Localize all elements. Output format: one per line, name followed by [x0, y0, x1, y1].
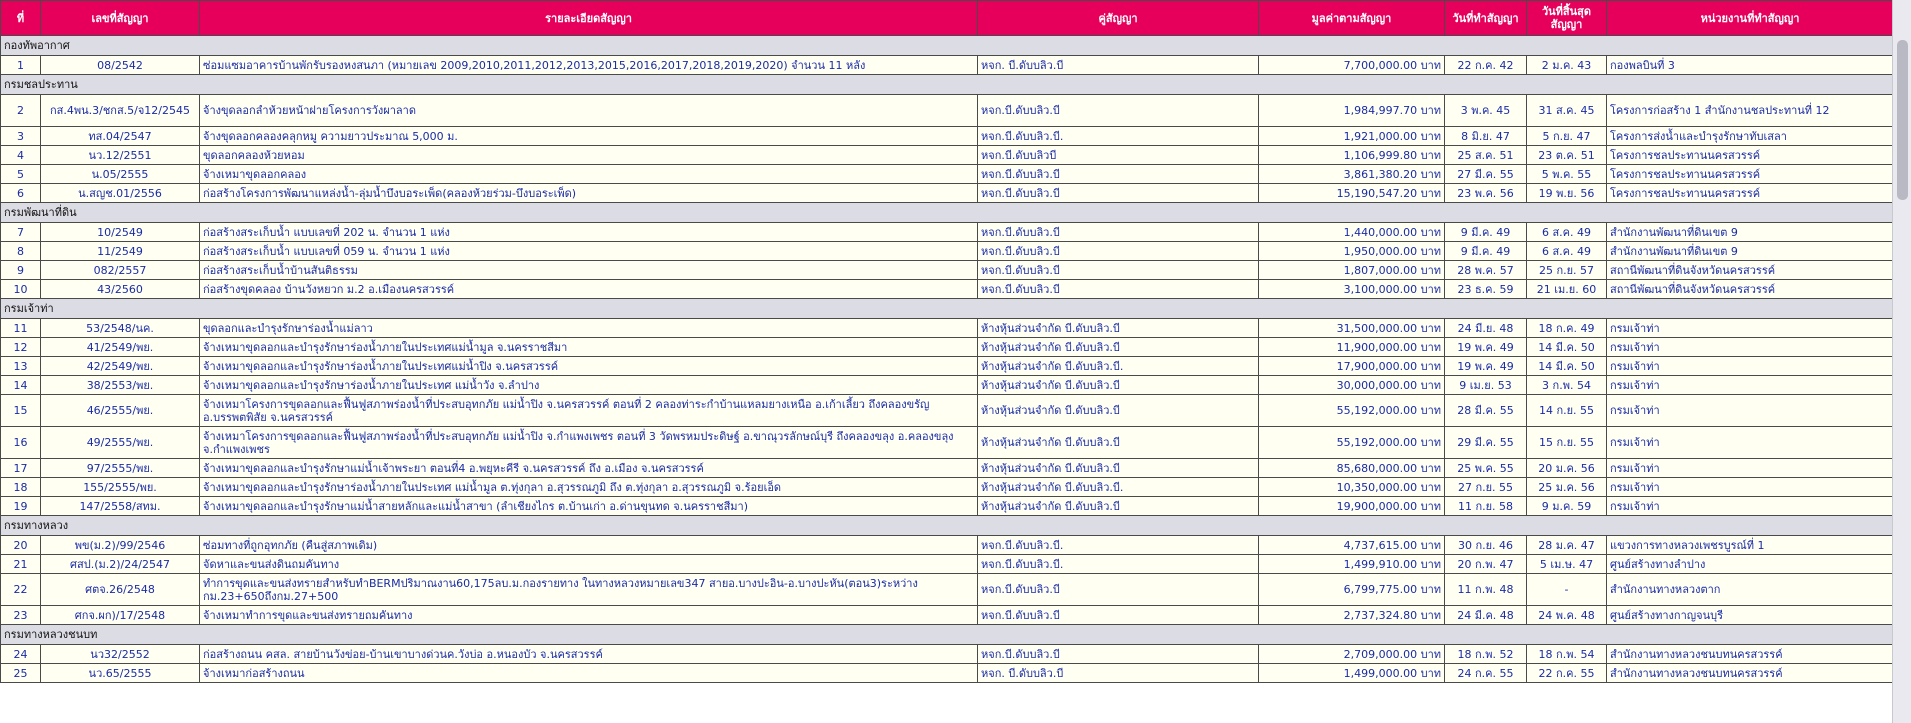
- cell-end-date: 3 ก.พ. 54: [1527, 376, 1607, 395]
- cell-agency: ศูนย์สร้างทางลำปาง: [1607, 555, 1894, 574]
- cell-contract-value: 1,950,000.00 บาท: [1259, 242, 1445, 261]
- table-row: [1, 664, 1894, 683]
- cell-row-number: 25: [1, 664, 41, 683]
- section-row: [1, 203, 1894, 223]
- cell-contractor: หจก.บี.ดับบลิว.บี.: [978, 536, 1259, 555]
- cell-end-date: 6 ส.ค. 49: [1527, 242, 1607, 261]
- cell-contract-details: จ้างเหมาขุดลอกและบำรุงรักษาแม่น้ำเจ้าพระยา ตอนที่4 อ.พยุหะคีรี จ.นครสวรรค์ ถึง อ.เมือง จ.นครสวรรค์: [200, 459, 978, 478]
- cell-contract-number: 147/2558/สทม.: [41, 497, 200, 516]
- table-row: [1, 478, 1894, 497]
- cell-end-date: 25 ม.ค. 56: [1527, 478, 1607, 497]
- cell-end-date: 25 ก.ย. 57: [1527, 261, 1607, 280]
- cell-contract-date: 24 มี.ค. 48: [1445, 606, 1527, 625]
- cell-contract-date: 11 ก.พ. 48: [1445, 574, 1527, 606]
- cell-contract-date: 19 พ.ค. 49: [1445, 357, 1527, 376]
- cell-contract-value: 55,192,000.00 บาท: [1259, 395, 1445, 427]
- cell-end-date: 23 ต.ค. 51: [1527, 146, 1607, 165]
- cell-end-date: 5 ก.ย. 47: [1527, 127, 1607, 146]
- cell-row-number: 7: [1, 223, 41, 242]
- cell-row-number: 16: [1, 427, 41, 459]
- cell-contract-value: 1,499,910.00 บาท: [1259, 555, 1445, 574]
- cell-contract-number: ศกจ.ผก)/17/2548: [41, 606, 200, 625]
- cell-agency: กรมเจ้าท่า: [1607, 395, 1894, 427]
- cell-contractor: หจก. บี.ดับบลิว.บี: [978, 56, 1259, 75]
- cell-contract-details: ก่อสร้างสระเก็บน้ำ แบบเลขที่ 202 น. จำนวน 1 แห่ง: [200, 223, 978, 242]
- cell-end-date: 5 เม.ษ. 47: [1527, 555, 1607, 574]
- header-row: [1, 1, 1894, 36]
- cell-agency: กรมเจ้าท่า: [1607, 459, 1894, 478]
- cell-agency: ศูนย์สร้างทางกาญจนบุรี: [1607, 606, 1894, 625]
- cell-contract-number: 08/2542: [41, 56, 200, 75]
- cell-agency: โครงการชลประทานนครสวรรค์: [1607, 146, 1894, 165]
- cell-contract-value: 2,709,000.00 บาท: [1259, 645, 1445, 664]
- header-contract-value: มูลค่าตามสัญญา: [1259, 1, 1445, 36]
- cell-end-date: 22 ก.ค. 55: [1527, 664, 1607, 683]
- cell-contractor: ห้างหุ้นส่วนจำกัด บี.ดับบลิว.บี: [978, 427, 1259, 459]
- cell-end-date: 2 ม.ค. 43: [1527, 56, 1607, 75]
- cell-end-date: 14 มี.ค. 50: [1527, 338, 1607, 357]
- cell-contract-value: 10,350,000.00 บาท: [1259, 478, 1445, 497]
- cell-contractor: ห้างหุ้นส่วนจำกัด บี.ดับบลิว.บี.: [978, 357, 1259, 376]
- cell-contractor: ห้างหุ้นส่วนจำกัด บี.ดับบลิว.บี: [978, 338, 1259, 357]
- cell-agency: โครงการก่อสร้าง 1 สำนักงานชลประทานที่ 12: [1607, 95, 1894, 127]
- table-row: [1, 395, 1894, 427]
- cell-contract-details: ก่อสร้างสระเก็บน้ำบ้านสันติธรรม: [200, 261, 978, 280]
- cell-end-date: 31 ส.ค. 45: [1527, 95, 1607, 127]
- cell-contract-details: ซ่อมทางที่ถูกอุทกภัย (คืนสู่สภาพเดิม): [200, 536, 978, 555]
- cell-contract-number: น.สญช.01/2556: [41, 184, 200, 203]
- cell-row-number: 20: [1, 536, 41, 555]
- cell-contract-value: 30,000,000.00 บาท: [1259, 376, 1445, 395]
- cell-contractor: หจก.บี.ดับบลิว.บี: [978, 242, 1259, 261]
- cell-agency: กรมเจ้าท่า: [1607, 478, 1894, 497]
- section-row: [1, 36, 1894, 56]
- cell-end-date: 9 ม.ค. 59: [1527, 497, 1607, 516]
- cell-contract-number: 082/2557: [41, 261, 200, 280]
- cell-agency: สถานีพัฒนาที่ดินจังหวัดนครสวรรค์: [1607, 280, 1894, 299]
- cell-agency: แขวงการทางหลวงเพชรบูรณ์ที่ 1: [1607, 536, 1894, 555]
- cell-contract-date: 27 ก.ย. 55: [1445, 478, 1527, 497]
- table-row: [1, 127, 1894, 146]
- cell-agency: กรมเจ้าท่า: [1607, 319, 1894, 338]
- cell-end-date: 24 พ.ค. 48: [1527, 606, 1607, 625]
- cell-end-date: 15 ก.ย. 55: [1527, 427, 1607, 459]
- cell-agency: กรมเจ้าท่า: [1607, 497, 1894, 516]
- cell-agency: สำนักงานพัฒนาที่ดินเขต 9: [1607, 242, 1894, 261]
- table-row: [1, 261, 1894, 280]
- table-row: [1, 223, 1894, 242]
- cell-end-date: 18 ก.พ. 54: [1527, 645, 1607, 664]
- cell-contract-details: ก่อสร้างถนน คสล. สายบ้านวังข่อย-บ้านเขาบางด่วนค.วังบ่อ อ.หนองบัว จ.นครสวรรค์: [200, 645, 978, 664]
- cell-contract-date: 24 ก.ค. 55: [1445, 664, 1527, 683]
- cell-row-number: 22: [1, 574, 41, 606]
- header-contract-details: รายละเอียดสัญญา: [200, 1, 978, 36]
- cell-row-number: 15: [1, 395, 41, 427]
- cell-contract-number: ศสป.(ม.2)/24/2547: [41, 555, 200, 574]
- cell-contract-date: 11 ก.ย. 58: [1445, 497, 1527, 516]
- cell-contract-value: 19,900,000.00 บาท: [1259, 497, 1445, 516]
- cell-row-number: 19: [1, 497, 41, 516]
- cell-contractor: หจก.บี.ดับบลิว.บี: [978, 95, 1259, 127]
- cell-agency: โครงการชลประทานนครสวรรค์: [1607, 165, 1894, 184]
- cell-row-number: 12: [1, 338, 41, 357]
- cell-contract-details: จ้างขุดลอกคลองคลุกหมู ความยาวประมาณ 5,000 ม.: [200, 127, 978, 146]
- cell-end-date: 21 เม.ย. 60: [1527, 280, 1607, 299]
- cell-row-number: 13: [1, 357, 41, 376]
- cell-contractor: ห้างหุ้นส่วนจำกัด บี.ดับบลิว.บี: [978, 497, 1259, 516]
- table-row: [1, 146, 1894, 165]
- cell-end-date: 5 พ.ค. 55: [1527, 165, 1607, 184]
- cell-contract-date: 27 มี.ค. 55: [1445, 165, 1527, 184]
- cell-contract-details: ก่อสร้างสระเก็บน้ำ แบบเลขที่ 059 น. จำนวน 1 แห่ง: [200, 242, 978, 261]
- cell-contract-number: 46/2555/พย.: [41, 395, 200, 427]
- cell-contractor: หจก. บี.ดับบลิว.บี: [978, 664, 1259, 683]
- cell-contract-details: ก่อสร้างโครงการพัฒนาแหล่งน้ำ-ลุ่มน้ำบึงบอระเพ็ด(คลองห้วยร่วม-บึงบอระเพ็ด): [200, 184, 978, 203]
- cell-contract-number: ทส.04/2547: [41, 127, 200, 146]
- cell-contract-details: ขุดลอกคลองห้วยหอม: [200, 146, 978, 165]
- cell-contract-details: จ้างเหมาโครงการขุดลอกและฟื้นฟูสภาพร่องน้ำที่ประสบอุทกภัย แม่น้ำปิง จ.นครสวรรค์ ตอนที่ 2 คลองท่าระกำบ้านแหลมยางเหนือ อ.เก้าเลี้ยว ถึงคลองขรัญ อ.บรรพตพิสัย จ.นครสวรรค์: [200, 395, 978, 427]
- cell-contractor: หจก.บี.ดับบลิวบี: [978, 146, 1259, 165]
- header-end-date: วันที่สิ้นสุดสัญญา: [1527, 1, 1607, 36]
- cell-contract-number: กส.4พน.3/ชกส.5/จ12/2545: [41, 95, 200, 127]
- cell-contract-details: จ้างเหมาขุดลอกและบำรุงรักษาร่องน้ำภายในประเทศแม่น้ำมูล จ.นครราชสีมา: [200, 338, 978, 357]
- cell-contractor: หจก.บี.ดับบลิว.บี: [978, 606, 1259, 625]
- cell-contract-details: จ้างเหมาขุดลอกและบำรุงรักษาร่องน้ำภายในประเทศ แม่น้ำมูล ต.ทุ่งกุลา อ.สุวรรณภูมิ ถึง ต.ทุ่งกุลา อ.สุวรรณภูมิ จ.ร้อยเอ็ด: [200, 478, 978, 497]
- cell-contract-date: 20 ก.พ. 47: [1445, 555, 1527, 574]
- cell-contract-details: จ้างเหมาโครงการขุดลอกและฟื้นฟูสภาพร่องน้ำที่ประสบอุทกภัย แม่น้ำปิง จ.กำแพงเพชร ตอนที่ 3 วัดพรหมประดิษฐ์ อ.ขาณุวรลักษณ์บุรี ถึงคลองขลุง อ.คลองขลุง จ.กำแพงเพชร: [200, 427, 978, 459]
- cell-contract-date: 28 มี.ค. 55: [1445, 395, 1527, 427]
- header-contract-date: วันที่ทำสัญญา: [1445, 1, 1527, 36]
- cell-row-number: 14: [1, 376, 41, 395]
- cell-contractor: หจก.บี.ดับบลิว.บี.: [978, 127, 1259, 146]
- cell-agency: กรมเจ้าท่า: [1607, 357, 1894, 376]
- vertical-scrollbar[interactable]: [1892, 0, 1911, 723]
- cell-contract-value: 7,700,000.00 บาท: [1259, 56, 1445, 75]
- cell-row-number: 17: [1, 459, 41, 478]
- cell-contract-value: 1,106,999.80 บาท: [1259, 146, 1445, 165]
- cell-contract-number: 49/2555/พย.: [41, 427, 200, 459]
- cell-contract-value: 3,100,000.00 บาท: [1259, 280, 1445, 299]
- cell-contract-date: 24 มี.ย. 48: [1445, 319, 1527, 338]
- table-row: [1, 338, 1894, 357]
- cell-contract-date: 25 พ.ค. 55: [1445, 459, 1527, 478]
- cell-contract-date: 9 มี.ค. 49: [1445, 242, 1527, 261]
- cell-contract-details: จัดหาและขนส่งดินถมคันทาง: [200, 555, 978, 574]
- cell-contract-date: 30 ก.ย. 46: [1445, 536, 1527, 555]
- table-row: [1, 280, 1894, 299]
- cell-contract-date: 25 ส.ค. 51: [1445, 146, 1527, 165]
- cell-contract-number: นว.12/2551: [41, 146, 200, 165]
- table-row: [1, 427, 1894, 459]
- cell-contract-number: นว32/2552: [41, 645, 200, 664]
- cell-contract-number: 43/2560: [41, 280, 200, 299]
- cell-row-number: 2: [1, 95, 41, 127]
- cell-agency: โครงการชลประทานนครสวรรค์: [1607, 184, 1894, 203]
- table-row: [1, 606, 1894, 625]
- cell-contract-details: ขุดลอกและบำรุงรักษาร่องน้ำแม่ลาว: [200, 319, 978, 338]
- cell-end-date: 19 พ.ย. 56: [1527, 184, 1607, 203]
- cell-row-number: 11: [1, 319, 41, 338]
- cell-contractor: ห้างหุ้นส่วนจำกัด บี.ดับบลิว.บี: [978, 395, 1259, 427]
- cell-contract-date: 9 มี.ค. 49: [1445, 223, 1527, 242]
- cell-contract-details: จ้างเหมาขุดลอกและบำรุงรักษาแม่น้ำสายหลักและแม่น้ำสาขา (ลำเชียงไกร ต.บ้านเก่า อ.ด่านขุนทด จ.นครราชสีมา): [200, 497, 978, 516]
- section-row: [1, 75, 1894, 95]
- cell-contract-number: ศตจ.26/2548: [41, 574, 200, 606]
- cell-contract-details: จ้างเหมาขุดลอกคลอง: [200, 165, 978, 184]
- section-title: กองทัพอากาศ: [1, 36, 1894, 56]
- table-row: [1, 184, 1894, 203]
- section-row: [1, 625, 1894, 645]
- table-row: [1, 645, 1894, 664]
- cell-contract-date: 3 พ.ค. 45: [1445, 95, 1527, 127]
- cell-contract-details: จ้างเหมาขุดลอกและบำรุงรักษาร่องน้ำภายในประเทศ แม่น้ำวัง จ.ลำปาง: [200, 376, 978, 395]
- cell-contract-number: นว.65/2555: [41, 664, 200, 683]
- cell-contract-number: 53/2548/นค.: [41, 319, 200, 338]
- cell-contract-number: 42/2549/พย.: [41, 357, 200, 376]
- table-row: [1, 536, 1894, 555]
- table-row: [1, 56, 1894, 75]
- cell-contract-number: น.05/2555: [41, 165, 200, 184]
- cell-agency: สำนักงานพัฒนาที่ดินเขต 9: [1607, 223, 1894, 242]
- cell-contract-details: ซ่อมแซมอาคารบ้านพักรับรองหงสนภา (หมายเลข 2009,2010,2011,2012,2013,2015,2016,2017,2018,2019,2020) จำนวน 11 หลัง: [200, 56, 978, 75]
- cell-contract-date: 29 มี.ค. 55: [1445, 427, 1527, 459]
- cell-contract-value: 1,984,997.70 บาท: [1259, 95, 1445, 127]
- cell-agency: สำนักงานทางหลวงชนบทนครสวรรค์: [1607, 664, 1894, 683]
- table-row: [1, 555, 1894, 574]
- cell-contract-details: จ้างเหมาขุดลอกและบำรุงรักษาร่องน้ำภายในประเทศแม่น้ำปิง จ.นครสวรรค์: [200, 357, 978, 376]
- table-row: [1, 165, 1894, 184]
- cell-end-date: 14 ก.ย. 55: [1527, 395, 1607, 427]
- cell-agency: โครงการส่งน้ำและบำรุงรักษาทับเสลา: [1607, 127, 1894, 146]
- header-no: ที่: [1, 1, 41, 36]
- cell-contract-date: 18 ก.พ. 52: [1445, 645, 1527, 664]
- cell-contract-number: 38/2553/พย.: [41, 376, 200, 395]
- cell-contract-value: 1,807,000.00 บาท: [1259, 261, 1445, 280]
- cell-row-number: 1: [1, 56, 41, 75]
- table-row: [1, 459, 1894, 478]
- cell-agency: กรมเจ้าท่า: [1607, 376, 1894, 395]
- cell-contract-value: 1,440,000.00 บาท: [1259, 223, 1445, 242]
- table-row: [1, 574, 1894, 606]
- cell-contractor: ห้างหุ้นส่วนจำกัด บี.ดับบลิว.บี: [978, 319, 1259, 338]
- cell-contractor: ห้างหุ้นส่วนจำกัด บี.ดับบลิว.บี.: [978, 478, 1259, 497]
- cell-contract-value: 85,680,000.00 บาท: [1259, 459, 1445, 478]
- table-body: [1, 36, 1894, 683]
- cell-row-number: 10: [1, 280, 41, 299]
- cell-end-date: 14 มี.ค. 50: [1527, 357, 1607, 376]
- cell-row-number: 24: [1, 645, 41, 664]
- cell-contract-value: 11,900,000.00 บาท: [1259, 338, 1445, 357]
- cell-row-number: 23: [1, 606, 41, 625]
- cell-contract-details: จ้างเหมาก่อสร้างถนน: [200, 664, 978, 683]
- cell-contract-date: 28 พ.ค. 57: [1445, 261, 1527, 280]
- cell-contract-value: 55,192,000.00 บาท: [1259, 427, 1445, 459]
- section-row: [1, 516, 1894, 536]
- cell-contract-number: พข(ม.2)/99/2546: [41, 536, 200, 555]
- section-title: กรมชลประทาน: [1, 75, 1894, 95]
- cell-contract-date: 8 มิ.ย. 47: [1445, 127, 1527, 146]
- cell-contract-details: ทำการขุดและขนส่งทรายสำหรับทำBERMปริมาณงาน60,175ลบ.ม.กองรายทาง ในทางหลวงหมายเลข347 สายอ.บางปะอิน-อ.บางปะหัน(ตอน3)ระหว่างกม.23+650ถึงกม.27+500: [200, 574, 978, 606]
- section-title: กรมทางหลวง: [1, 516, 1894, 536]
- table-row: [1, 242, 1894, 261]
- cell-contract-value: 31,500,000.00 บาท: [1259, 319, 1445, 338]
- header-contract-number: เลขที่สัญญา: [41, 1, 200, 36]
- cell-contract-details: จ้างขุดลอกลำห้วยหน้าฝายโครงการวังผาลาด: [200, 95, 978, 127]
- cell-contractor: หจก.บี.ดับบลิว.บี: [978, 165, 1259, 184]
- cell-contractor: ห้างหุ้นส่วนจำกัด บี.ดับบลิว.บี: [978, 459, 1259, 478]
- cell-contract-value: 1,499,000.00 บาท: [1259, 664, 1445, 683]
- cell-contractor: หจก.บี.ดับบลิว.บี: [978, 261, 1259, 280]
- cell-row-number: 18: [1, 478, 41, 497]
- cell-contractor: หจก.บี.ดับบลิว.บี: [978, 184, 1259, 203]
- cell-contract-date: 9 เม.ย. 53: [1445, 376, 1527, 395]
- cell-agency: กรมเจ้าท่า: [1607, 427, 1894, 459]
- table-row: [1, 319, 1894, 338]
- cell-contract-date: 19 พ.ค. 49: [1445, 338, 1527, 357]
- section-row: [1, 299, 1894, 319]
- table-row: [1, 376, 1894, 395]
- cell-contract-number: 41/2549/พย.: [41, 338, 200, 357]
- cell-contract-number: 10/2549: [41, 223, 200, 242]
- cell-contract-date: 22 ก.ค. 42: [1445, 56, 1527, 75]
- cell-agency: กองพลบินที่ 3: [1607, 56, 1894, 75]
- cell-contract-number: 155/2555/พย.: [41, 478, 200, 497]
- cell-row-number: 21: [1, 555, 41, 574]
- cell-contractor: หจก.บี.ดับบลิว.บี: [978, 645, 1259, 664]
- cell-contract-date: 23 ธ.ค. 59: [1445, 280, 1527, 299]
- section-title: กรมเจ้าท่า: [1, 299, 1894, 319]
- cell-contractor: ห้างหุ้นส่วนจำกัด บี.ดับบลิว.บี: [978, 376, 1259, 395]
- cell-contract-number: 97/2555/พย.: [41, 459, 200, 478]
- cell-agency: กรมเจ้าท่า: [1607, 338, 1894, 357]
- cell-contractor: หจก.บี.ดับบลิว.บี.: [978, 555, 1259, 574]
- table-row: [1, 357, 1894, 376]
- cell-contract-value: 4,737,615.00 บาท: [1259, 536, 1445, 555]
- cell-contract-value: 3,861,380.20 บาท: [1259, 165, 1445, 184]
- section-title: กรมพัฒนาที่ดิน: [1, 203, 1894, 223]
- cell-end-date: 20 ม.ค. 56: [1527, 459, 1607, 478]
- header-agency: หน่วยงานที่ทำสัญญา: [1607, 1, 1894, 36]
- scrollbar-thumb[interactable]: [1897, 40, 1908, 200]
- header-contractor: คู่สัญญา: [978, 1, 1259, 36]
- cell-contractor: หจก.บี.ดับบลิว.บี: [978, 280, 1259, 299]
- cell-contract-details: จ้างเหมาทำการขุดและขนส่งทรายถมคันทาง: [200, 606, 978, 625]
- section-title: กรมทางหลวงชนบท: [1, 625, 1894, 645]
- cell-contract-details: ก่อสร้างขุดคลอง บ้านวังหยวก ม.2 อ.เมืองนครสวรรค์: [200, 280, 978, 299]
- cell-end-date: 18 ก.ค. 49: [1527, 319, 1607, 338]
- cell-agency: สำนักงานทางหลวงตาก: [1607, 574, 1894, 606]
- table-row: [1, 497, 1894, 516]
- cell-end-date: 6 ส.ค. 49: [1527, 223, 1607, 242]
- cell-contract-value: 15,190,547.20 บาท: [1259, 184, 1445, 203]
- cell-row-number: 6: [1, 184, 41, 203]
- cell-contract-value: 2,737,324.80 บาท: [1259, 606, 1445, 625]
- cell-contractor: หจก.บี.ดับบลิว.บี: [978, 574, 1259, 606]
- cell-row-number: 5: [1, 165, 41, 184]
- cell-row-number: 8: [1, 242, 41, 261]
- cell-contract-date: 23 พ.ค. 56: [1445, 184, 1527, 203]
- cell-end-date: 28 ม.ค. 47: [1527, 536, 1607, 555]
- cell-agency: สถานีพัฒนาที่ดินจังหวัดนครสวรรค์: [1607, 261, 1894, 280]
- cell-contract-number: 11/2549: [41, 242, 200, 261]
- cell-contract-value: 1,921,000.00 บาท: [1259, 127, 1445, 146]
- cell-end-date: -: [1527, 574, 1607, 606]
- cell-contract-value: 6,799,775.00 บาท: [1259, 574, 1445, 606]
- cell-row-number: 9: [1, 261, 41, 280]
- cell-row-number: 4: [1, 146, 41, 165]
- cell-agency: สำนักงานทางหลวงชนบทนครสวรรค์: [1607, 645, 1894, 664]
- cell-row-number: 3: [1, 127, 41, 146]
- cell-contractor: หจก.บี.ดับบลิว.บี: [978, 223, 1259, 242]
- table-row: [1, 95, 1894, 127]
- cell-contract-value: 17,900,000.00 บาท: [1259, 357, 1445, 376]
